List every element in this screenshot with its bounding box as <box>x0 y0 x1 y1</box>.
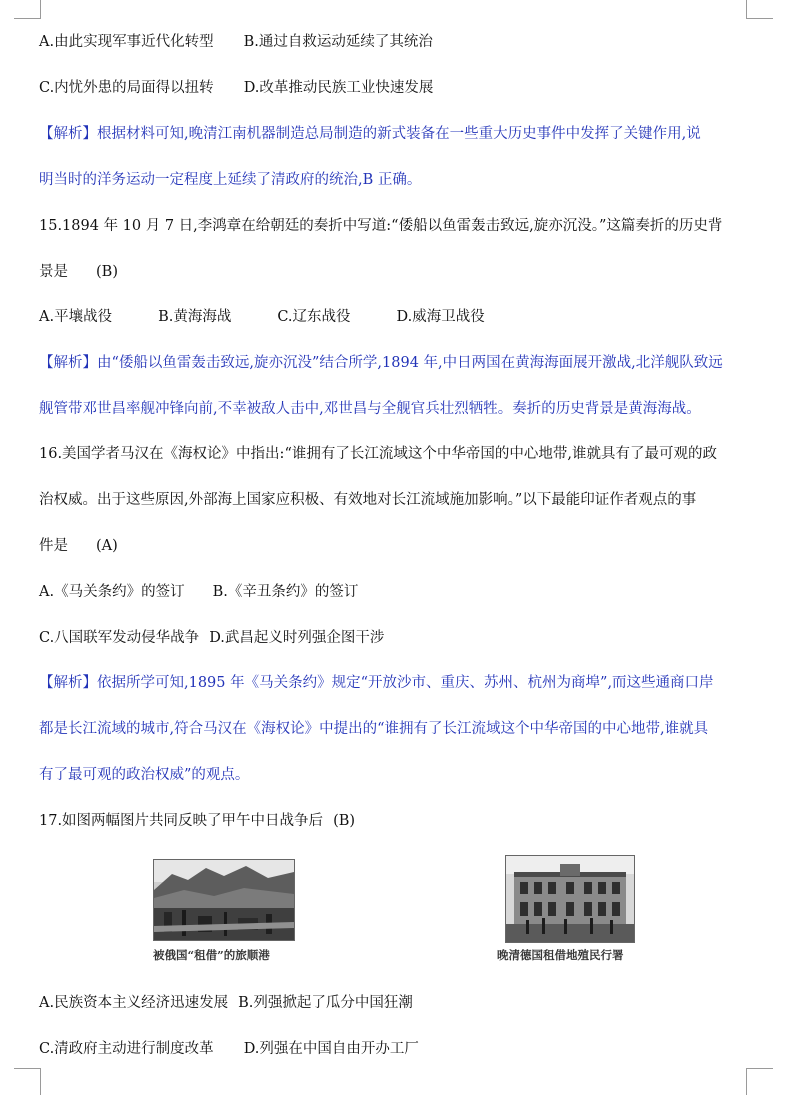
q16-answer: (A) <box>96 538 118 554</box>
q17-stem-text: 17.如图两幅图片共同反映了甲午中日战争后 <box>39 813 324 829</box>
q14-option-d: D.改革推动民族工业快速发展 <box>243 80 434 96</box>
q17-stem <box>39 811 355 831</box>
q16-option-a: A.《马关条约》的签订 <box>39 584 185 600</box>
q16-options-row-1 <box>39 582 358 602</box>
q17-options-row-1 <box>39 993 413 1013</box>
german-office-caption: 晚清德国租借地殖民行署 <box>497 948 624 962</box>
q14-analysis-line-2: 明当时的洋务运动一定程度上延续了清政府的统治,B 正确。 <box>39 172 422 188</box>
q16-stem-line-1: 16.美国学者马汉在《海权论》中指出:“谁拥有了长江流域这个中华帝国的中心地带,谁就具有了最可观的政 <box>39 446 717 462</box>
crop-mark-bottom-left <box>14 1068 41 1095</box>
q15-options-row <box>39 307 485 327</box>
q16-options-row-2 <box>39 628 384 648</box>
q17-option-a: A.民族资本主义经济迅速发展 <box>39 995 229 1011</box>
crop-mark-top-left <box>14 0 41 19</box>
q15-analysis-line-1: 【解析】由“倭船以鱼雷轰击致远,旋亦沉没”结合所学,1894 年,中日两国在黄海海面展开激战,北洋舰队致远 <box>39 355 723 371</box>
lushun-port-photo <box>153 859 295 941</box>
q15-option-b: B.黄海海战 <box>158 309 232 325</box>
q15-option-c: C.辽东战役 <box>277 309 351 325</box>
q16-stem-line-2: 治权威。出于这些原因,外部海上国家应积极、有效地对长江流域施加影响。”以下最能印证作者观点的事 <box>39 492 697 508</box>
q17-option-c: C.清政府主动进行制度改革 <box>39 1041 214 1057</box>
q14-option-b: B.通过自救运动延续了其统治 <box>243 34 433 50</box>
q16-option-d: D.武昌起义时列强企图干涉 <box>209 630 385 646</box>
crop-mark-top-right <box>746 0 773 19</box>
q14-option-a: A.由此实现军事近代化转型 <box>39 34 214 50</box>
q16-option-c: C.八国联军发动侵华战争 <box>39 630 200 646</box>
german-office-photo <box>505 855 635 943</box>
q15-option-a: A.平壤战役 <box>39 309 113 325</box>
lushun-port-caption: 被俄国“租借”的旅顺港 <box>153 948 270 962</box>
q17-option-d: D.列强在中国自由开办工厂 <box>243 1041 419 1057</box>
q14-option-c: C.内忧外患的局面得以扭转 <box>39 80 214 96</box>
q15-stem-line-1: 15.1894 年 10 月 7 日,李鸿章在给朝廷的奏折中写道:“倭船以鱼雷轰击致远,旋亦沉没。”这篇奏折的历史背 <box>39 218 723 234</box>
q15-answer: (B) <box>96 264 118 280</box>
q15-stem-end: 景是 <box>39 264 68 280</box>
q14-options-row-2 <box>39 78 433 98</box>
q16-option-b: B.《辛丑条约》的签订 <box>212 584 359 600</box>
q16-stem-end: 件是 <box>39 538 68 554</box>
q15-stem-line-2 <box>39 262 118 282</box>
q17-answer: (B) <box>333 813 356 829</box>
q15-analysis-line-2: 舰管带邓世昌率舰冲锋向前,不幸被敌人击中,邓世昌与全舰官兵壮烈牺牲。奏折的历史背景是黄海海战。 <box>39 401 701 417</box>
q16-analysis-line-3: 有了最可观的政治权威”的观点。 <box>39 767 250 783</box>
q16-analysis-line-1: 【解析】依据所学可知,1895 年《马关条约》规定“开放沙市、重庆、苏州、杭州为商埠”,而这些通商口岸 <box>39 675 714 691</box>
q15-option-d: D.威海卫战役 <box>396 309 485 325</box>
q17-options-row-2 <box>39 1039 419 1059</box>
q17-option-b: B.列强掀起了瓜分中国狂潮 <box>238 995 413 1011</box>
q14-options-row-1 <box>39 32 433 52</box>
crop-mark-bottom-right <box>746 1068 773 1095</box>
q16-analysis-line-2: 都是长江流域的城市,符合马汉在《海权论》中提出的“谁拥有了长江流域这个中华帝国的中心地带,谁就具 <box>39 721 709 737</box>
q16-stem-line-3 <box>39 536 118 556</box>
q14-analysis-line-1: 【解析】根据材料可知,晚清江南机器制造总局制造的新式装备在一些重大历史事件中发挥了关键作用,说 <box>39 126 701 142</box>
